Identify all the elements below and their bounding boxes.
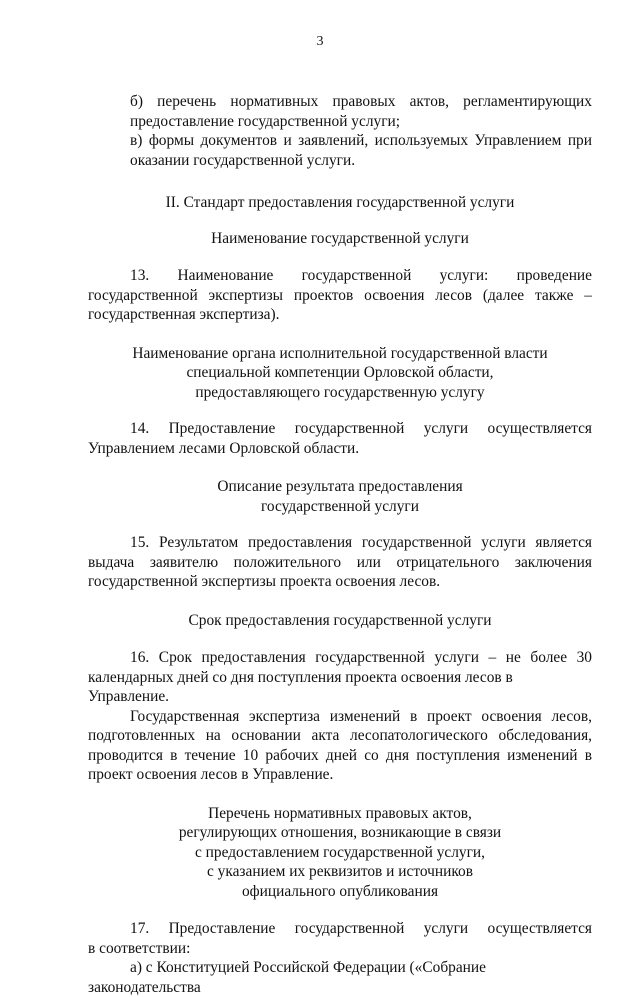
paragraph-15-line-1: 15. Результатом предоставления государственной услуги является: [130, 534, 592, 551]
paragraph-16-line-2: календарных дней со дня поступления проекта освоения лесов в Управление.: [88, 668, 513, 705]
heading-legal-acts-line-3: с предоставлением государственной услуги,: [194, 843, 486, 861]
paragraph-17-line-1: 17. Предоставление государственной услуги осуществляется: [130, 920, 592, 937]
heading-organ: [88, 344, 592, 403]
list-item-v: [88, 131, 592, 170]
heading-term: Срок предоставления государственной услуги: [188, 611, 492, 629]
paragraph-16b-line-3: проводится в течение 10 рабочих дней со дня поступления изменений в: [88, 746, 592, 764]
paragraph-13: [88, 266, 592, 325]
list-item-v-line-2: оказании государственной услуги.: [130, 151, 356, 169]
heading-legal-acts-line-1: Перечень нормативных правовых актов,: [208, 804, 472, 822]
paragraph-17-item-a: [88, 958, 592, 997]
paragraph-16-line-1: 16. Срок предоставления государственной услуги – не более 30: [130, 649, 592, 666]
list-item-b: [88, 92, 592, 131]
heading-legal-acts: [88, 804, 592, 902]
heading-organ-line-2: специальной компетенции Орловской области,: [186, 364, 494, 381]
paragraph-16b-line-4: проект освоения лесов в Управление.: [88, 766, 334, 783]
paragraph-15: [88, 533, 592, 592]
paragraph-14-line-1: 14. Предоставление государственной услуги осуществляется: [130, 420, 592, 437]
list-item-b-line-2: предоставление государственной услуги;: [130, 112, 401, 130]
heading-legal-acts-line-2: регулирующих отношения, возникающие в связи: [178, 824, 502, 841]
paragraph-16b-line-2: подготовленных на основании акта лесопатологического обследования,: [88, 727, 592, 744]
paragraph-13-line-2: государственной экспертизы проектов освоения лесов (далее также –: [88, 286, 592, 304]
list-item-v-line-1: в) формы документов и заявлений, используемых Управлением при: [130, 132, 592, 149]
heading-service-name: Наименование государственной услуги: [211, 229, 469, 247]
paragraph-16-continued: [88, 707, 592, 785]
section-title: II. Стандарт предоставления государственной услуги: [165, 194, 515, 211]
list-item-b-line-1: б) перечень нормативных правовых актов, регламентирующих: [130, 93, 592, 110]
document-body: [88, 92, 592, 997]
heading-organ-line-1: Наименование органа исполнительной государственной власти: [132, 344, 548, 362]
paragraph-17: [88, 919, 592, 958]
paragraph-13-line-3: государственная экспертиза).: [88, 306, 280, 323]
heading-organ-line-3: предоставляющего государственную услугу: [195, 383, 485, 401]
paragraph-14: [88, 419, 592, 458]
heading-legal-acts-line-5: официального опубликования: [241, 882, 439, 900]
paragraph-16: [88, 648, 592, 707]
paragraph-14-line-2: Управлением лесами Орловской области.: [88, 439, 360, 457]
heading-result-line-2: государственной услуги: [261, 497, 419, 515]
paragraph-15-line-2: выдача заявителю положительного или отрицательного заключения: [88, 553, 592, 571]
paragraph-13-line-1: 13. Наименование государственной услуги: проведение: [130, 267, 592, 284]
paragraph-15-line-3: государственной экспертизы проекта освоения лесов.: [88, 573, 441, 590]
paragraph-17-line-3: а) с Конституцией Российской Федерации («Собрание законодательства: [88, 959, 486, 996]
heading-result: [88, 477, 592, 516]
paragraph-16b-line-1: Государственная экспертиза изменений в проект освоения лесов,: [130, 707, 592, 725]
heading-legal-acts-line-4: с указанием их реквизитов и источников: [206, 863, 474, 880]
paragraph-17-line-2: в соответствии:: [88, 939, 191, 957]
page-number: 3: [316, 34, 324, 49]
heading-result-line-1: Описание результата предоставления: [217, 478, 463, 495]
